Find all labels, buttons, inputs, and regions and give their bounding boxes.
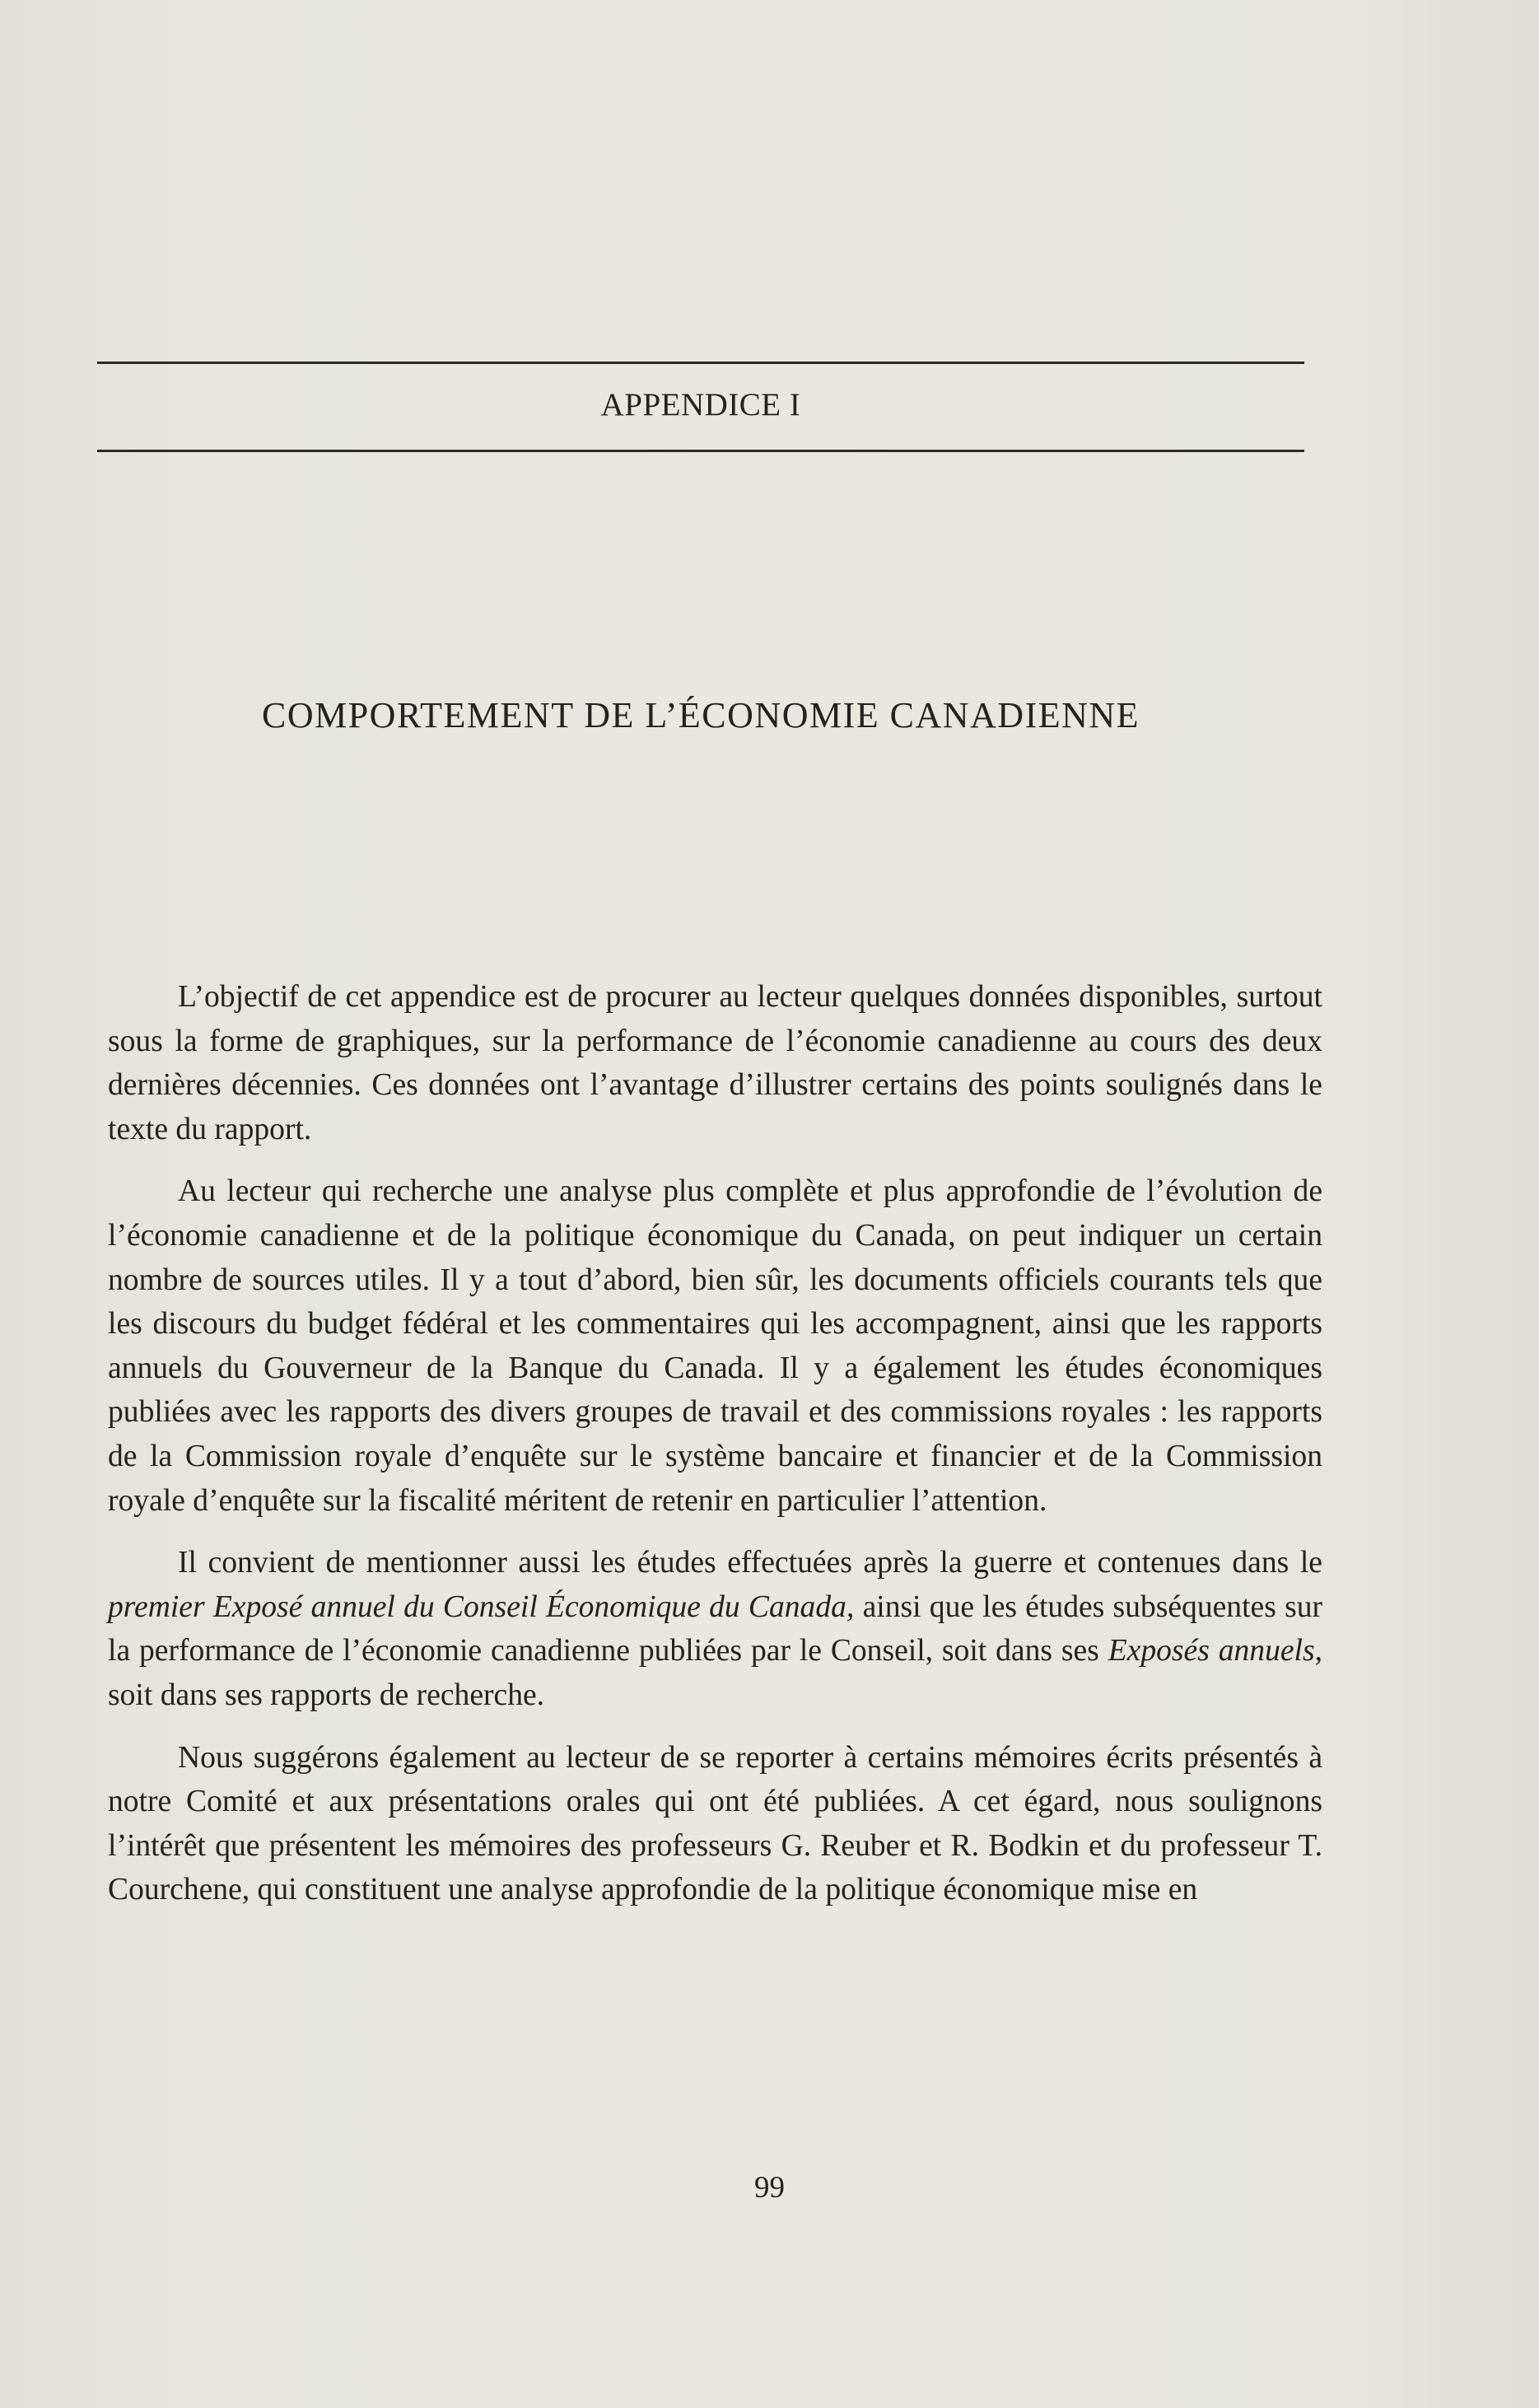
paragraph-3 (108, 1541, 1322, 1717)
bottom-horizontal-rule (97, 450, 1304, 452)
paragraph-3-text-c: soit dans ses rapports de recherche. (108, 1678, 545, 1712)
paragraph-3-italic-a: premier Exposé annuel du Conseil Économique du Canada, (108, 1589, 855, 1624)
top-horizontal-rule (97, 362, 1304, 364)
page-number: 99 (754, 2171, 785, 2205)
paragraph-3-italic-b: Exposés annuels, (1108, 1634, 1322, 1668)
paragraph-4: Nous suggérons également au lecteur de se reporter à certains mémoires écrits présentés à notre Comité et aux présentations orales qui ont été publiées. A cet égard, nous soulignons l’intérêt que présentent les mémoires des professeurs G. Reuber et R. Bodkin et du professeur T. Courchene, qui constituent une analyse approfondie de la politique économique mise en (108, 1740, 1322, 1907)
paragraph-3-text-a: Il convient de mentionner aussi les études effectuées après la guerre et contenues dans le (178, 1546, 1322, 1580)
paragraph-3-text-b: ainsi que les études subséquentes sur la performance de l’économie canadienne publiées par le Conseil, soit dans ses (108, 1589, 1323, 1668)
paragraph-1: L’objectif de cet appendice est de procurer au lecteur quelques données disponibles, surtout sous la forme de graphiques, sur la performance de l’économie canadienne au cours des deux dernières décennies. Ces données ont l’avantage d’illustrer certains des points soulignés dans le texte du rapport. (108, 980, 1322, 1146)
appendix-title: APPENDICE I (600, 387, 801, 422)
chapter-title: COMPORTEMENT DE L’ÉCONOMIE CANADIENNE (261, 695, 1140, 735)
paragraph-2: Au lecteur qui recherche une analyse plus complète et plus approfondie de l’évolution de l’économie canadienne et de la politique économique du Canada, on peut indiquer un certain nombre de sources utiles. Il y a tout d’abord, bien sûr, les documents officiels courants tels que les discours du budget fédéral et les commentaires qui les accompagnent, ainsi que les rapports annuels du Gouverneur de la Banque du Canada. Il y a également les études économiques publiées avec les rapports des divers groupes de travail et des commissions royales : les rapports de la Commission royale d’enquête sur le système bancaire et financier et de la Commission royale d’enquête sur la fiscalité méritent de retenir en particulier l’attention. (108, 1174, 1322, 1518)
body-text (108, 975, 1322, 1912)
